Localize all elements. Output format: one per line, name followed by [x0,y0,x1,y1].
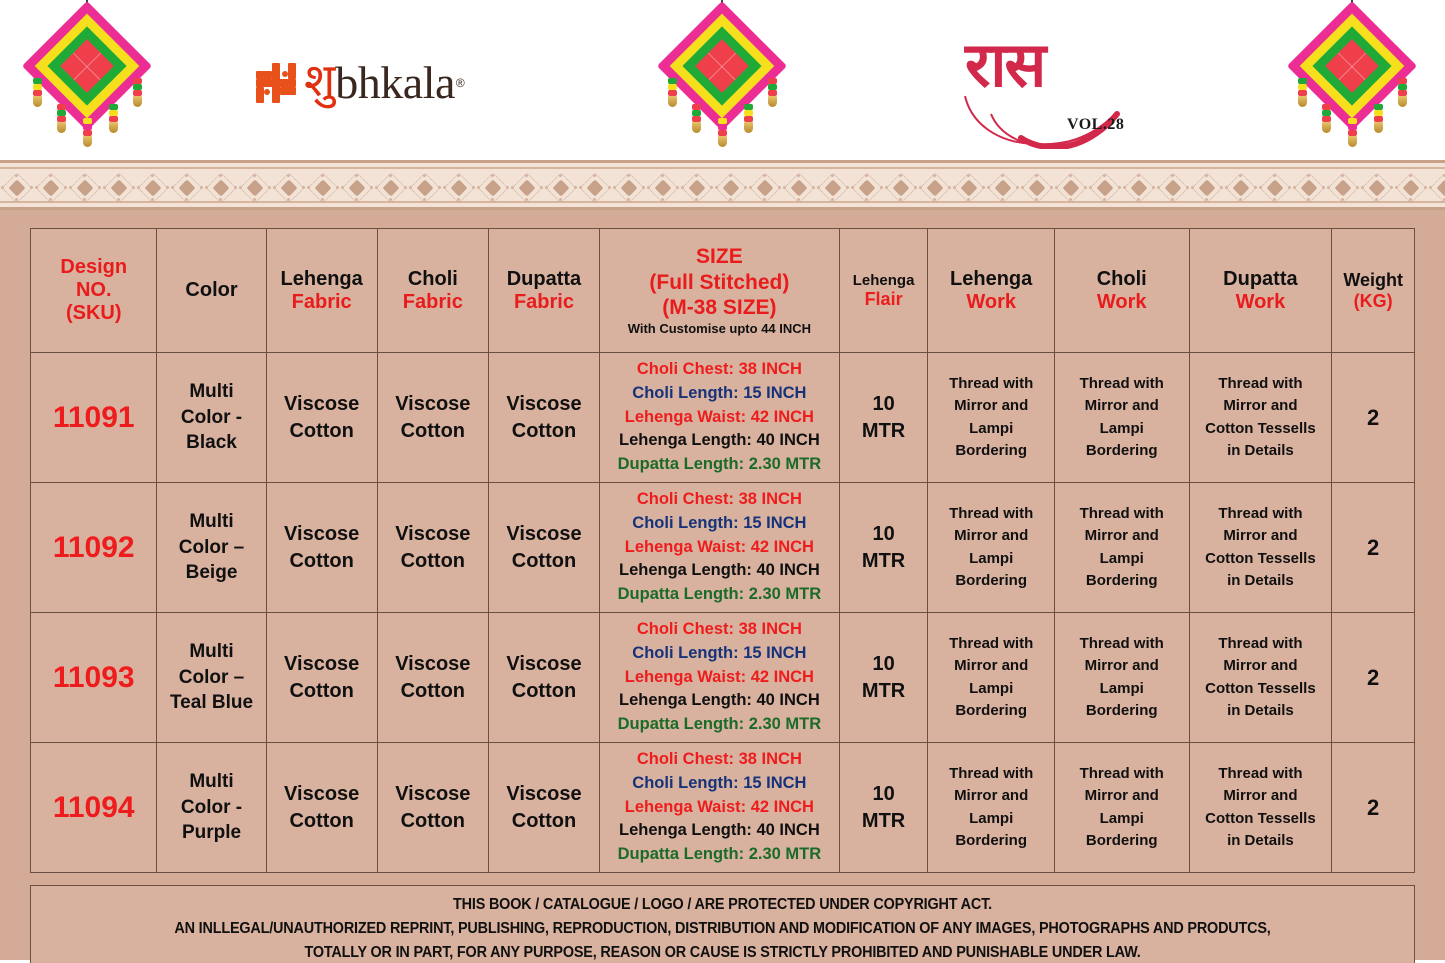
border-motif [1360,174,1394,202]
border-motif [1394,174,1428,202]
kite-tassel [744,104,753,133]
table-row [31,613,1415,743]
kite-tassel [133,78,142,107]
table-row [31,353,1415,483]
table-header-row [31,229,1415,353]
cell-lehenga-work: Thread with Mirror and Lampi Bordering [928,353,1054,483]
column-header-dupatta-fabric: Dupatta Fabric [488,229,599,353]
border-motif [1054,174,1088,202]
size-line-2: Choli Length: 15 INCH [632,513,807,532]
kite-tassel [83,118,92,147]
table-row [31,483,1415,613]
border-motif [884,174,918,202]
registered-mark-icon: ® [455,76,465,90]
cell-dupatta-fabric: Viscose Cotton [488,483,599,613]
column-header-weight: Weight (KG) [1332,229,1415,353]
cell-lehenga-work: Thread with Mirror and Lampi Bordering [928,483,1054,613]
border-motif [782,174,816,202]
brand-logo-wordmark: bhkala [335,57,455,108]
border-motif [408,174,442,202]
cell-dupatta-work: Thread with Mirror and Cotton Tessells in Details [1189,353,1332,483]
cell-size [600,613,840,743]
border-motif [1258,174,1292,202]
brand-logo [250,52,465,114]
border-motif [1326,174,1360,202]
kite-tassel [1398,78,1407,107]
kite-shape [22,1,152,131]
cell-size [600,353,840,483]
size-line-1: Choli Chest: 38 INCH [636,359,802,378]
size-line-2: Choli Length: 15 INCH [632,383,807,402]
size-line-1: Choli Chest: 38 INCH [636,619,802,638]
border-motif [374,174,408,202]
cell-color: Multi Color - Black [157,353,266,483]
cell-color: Multi Color - Purple [157,743,266,873]
size-line-3: Lehenga Waist: 42 INCH [624,537,814,556]
size-line-4: Lehenga Length: 40 INCH [619,431,820,450]
volume-label: VOL.28 [1067,116,1125,133]
kite-ornament-left [27,0,147,160]
border-motif [918,174,952,202]
kite-tassel [109,104,118,133]
cell-design-no: 11094 [31,743,157,873]
cell-choli-work: Thread with Mirror and Lampi Bordering [1054,613,1189,743]
kite-tassel [1298,78,1307,107]
size-line-2: Choli Length: 15 INCH [632,643,807,662]
cell-dupatta-work: Thread with Mirror and Cotton Tessells in Details [1189,613,1332,743]
border-motif [170,174,204,202]
border-motif [748,174,782,202]
border-motif [340,174,374,202]
decorative-border [0,160,1445,210]
border-motif [510,174,544,202]
size-line-3: Lehenga Waist: 42 INCH [624,407,814,426]
size-line-2: Choli Length: 15 INCH [632,773,807,792]
size-line-4: Lehenga Length: 40 INCH [619,821,820,840]
border-motif [306,174,340,202]
kite-tassel [692,104,701,133]
copyright-notice [30,885,1415,963]
cell-choli-fabric: Viscose Cotton [377,353,488,483]
copyright-line-2: AN INLLEGAL/UNAUTHORIZED REPRINT, PUBLISHING, REPRODUCTION, DISTRIBUTION AND MODIFICATION OF ANY IMAGES, PHOTOGRAPHS AND PRODUTCS, [174,920,1271,938]
border-motif [850,174,884,202]
cell-lehenga-flair: 10 MTR [839,483,928,613]
size-line-1: Choli Chest: 38 INCH [636,749,802,768]
cell-design-no: 11091 [31,353,157,483]
border-motif [544,174,578,202]
border-motif [238,174,272,202]
kite-shape [1287,1,1417,131]
border-motif [68,174,102,202]
border-motif [1428,174,1445,202]
copyright-line-3: TOTALLY OR IN PART, FOR ANY PURPOSE, REASON OR CAUSE IS STRICTLY PROHIBITED AND PUNISHABLE UNDER LAW. [304,944,1141,962]
border-motif [952,174,986,202]
table-body [31,353,1415,873]
size-line-3: Lehenga Waist: 42 INCH [624,797,814,816]
cell-choli-fabric: Viscose Cotton [377,613,488,743]
catalogue-body [0,210,1445,960]
size-line-1: Choli Chest: 38 INCH [636,489,802,508]
border-motif [102,174,136,202]
cell-weight: 2 [1332,353,1415,483]
border-motif [136,174,170,202]
border-motif [612,174,646,202]
column-header-design-no: Design NO. (SKU) [31,229,157,353]
cell-lehenga-flair: 10 MTR [839,613,928,743]
cell-lehenga-fabric: Viscose Cotton [266,353,377,483]
size-line-5: Dupatta Length: 2.30 MTR [617,585,822,604]
cell-size [600,743,840,873]
cell-dupatta-fabric: Viscose Cotton [488,613,599,743]
border-motif [1224,174,1258,202]
brand-logo-devanagari: शु [304,53,336,107]
kite-tassel [33,78,42,107]
catalogue-logo-devanagari: रास [965,28,1045,101]
kite-tassel [718,118,727,147]
border-motif [272,174,306,202]
cell-choli-work: Thread with Mirror and Lampi Bordering [1054,743,1189,873]
border-motif [1156,174,1190,202]
kite-tassel [57,104,66,133]
column-header-lehenga-fabric: Lehenga Fabric [266,229,377,353]
kite-tassel [668,78,677,107]
cell-dupatta-work: Thread with Mirror and Cotton Tessells in Details [1189,483,1332,613]
border-motif [204,174,238,202]
cell-lehenga-fabric: Viscose Cotton [266,613,377,743]
cell-lehenga-flair: 10 MTR [839,353,928,483]
border-motif [816,174,850,202]
cell-choli-fabric: Viscose Cotton [377,743,488,873]
cell-lehenga-fabric: Viscose Cotton [266,483,377,613]
size-line-5: Dupatta Length: 2.30 MTR [617,845,822,864]
border-motif-row [0,173,1445,203]
table-row [31,743,1415,873]
cell-lehenga-fabric: Viscose Cotton [266,743,377,873]
swastika-icon [250,57,302,109]
kite-shape [657,1,787,131]
kite-tassel [1374,104,1383,133]
border-motif [34,174,68,202]
cell-dupatta-fabric: Viscose Cotton [488,743,599,873]
border-motif [1292,174,1326,202]
cell-lehenga-work: Thread with Mirror and Lampi Bordering [928,743,1054,873]
kite-ornament-center [662,0,782,160]
column-header-color: Color [157,229,266,353]
size-line-5: Dupatta Length: 2.30 MTR [617,715,822,734]
kite-ornament-right [1292,0,1412,160]
size-line-4: Lehenga Length: 40 INCH [619,561,820,580]
cell-dupatta-fabric: Viscose Cotton [488,353,599,483]
column-header-dupatta-work: Dupatta Work [1189,229,1332,353]
cell-weight: 2 [1332,483,1415,613]
catalogue-logo [955,28,1165,153]
border-motif [578,174,612,202]
border-motif [476,174,510,202]
page-header [0,0,1445,160]
size-line-5: Dupatta Length: 2.30 MTR [617,455,822,474]
column-header-size: SIZE (Full Stitched) (M-38 SIZE) With Customise upto 44 INCH [600,229,840,353]
border-motif [646,174,680,202]
cell-choli-work: Thread with Mirror and Lampi Bordering [1054,353,1189,483]
column-header-choli-fabric: Choli Fabric [377,229,488,353]
cell-lehenga-work: Thread with Mirror and Lampi Bordering [928,613,1054,743]
border-motif [1190,174,1224,202]
border-motif [1020,174,1054,202]
border-motif [0,174,34,202]
border-motif [714,174,748,202]
column-header-lehenga-work: Lehenga Work [928,229,1054,353]
cell-color: Multi Color – Teal Blue [157,613,266,743]
kite-tassel [1322,104,1331,133]
border-motif [1122,174,1156,202]
border-motif [1088,174,1122,202]
cell-color: Multi Color – Beige [157,483,266,613]
product-spec-table [30,228,1415,873]
kite-tassel [1348,118,1357,147]
cell-lehenga-flair: 10 MTR [839,743,928,873]
column-header-lehenga-flair: Lehenga Flair [839,229,928,353]
column-header-choli-work: Choli Work [1054,229,1189,353]
cell-dupatta-work: Thread with Mirror and Cotton Tessells in Details [1189,743,1332,873]
border-motif [986,174,1020,202]
size-line-3: Lehenga Waist: 42 INCH [624,667,814,686]
border-motif [680,174,714,202]
size-line-4: Lehenga Length: 40 INCH [619,691,820,710]
cell-design-no: 11093 [31,613,157,743]
cell-size [600,483,840,613]
cell-design-no: 11092 [31,483,157,613]
cell-choli-work: Thread with Mirror and Lampi Bordering [1054,483,1189,613]
cell-weight: 2 [1332,613,1415,743]
cell-weight: 2 [1332,743,1415,873]
kite-tassel [768,78,777,107]
border-motif [442,174,476,202]
cell-choli-fabric: Viscose Cotton [377,483,488,613]
copyright-line-1: THIS BOOK / CATALOGUE / LOGO / ARE PROTECTED UNDER COPYRIGHT ACT. [453,896,992,913]
